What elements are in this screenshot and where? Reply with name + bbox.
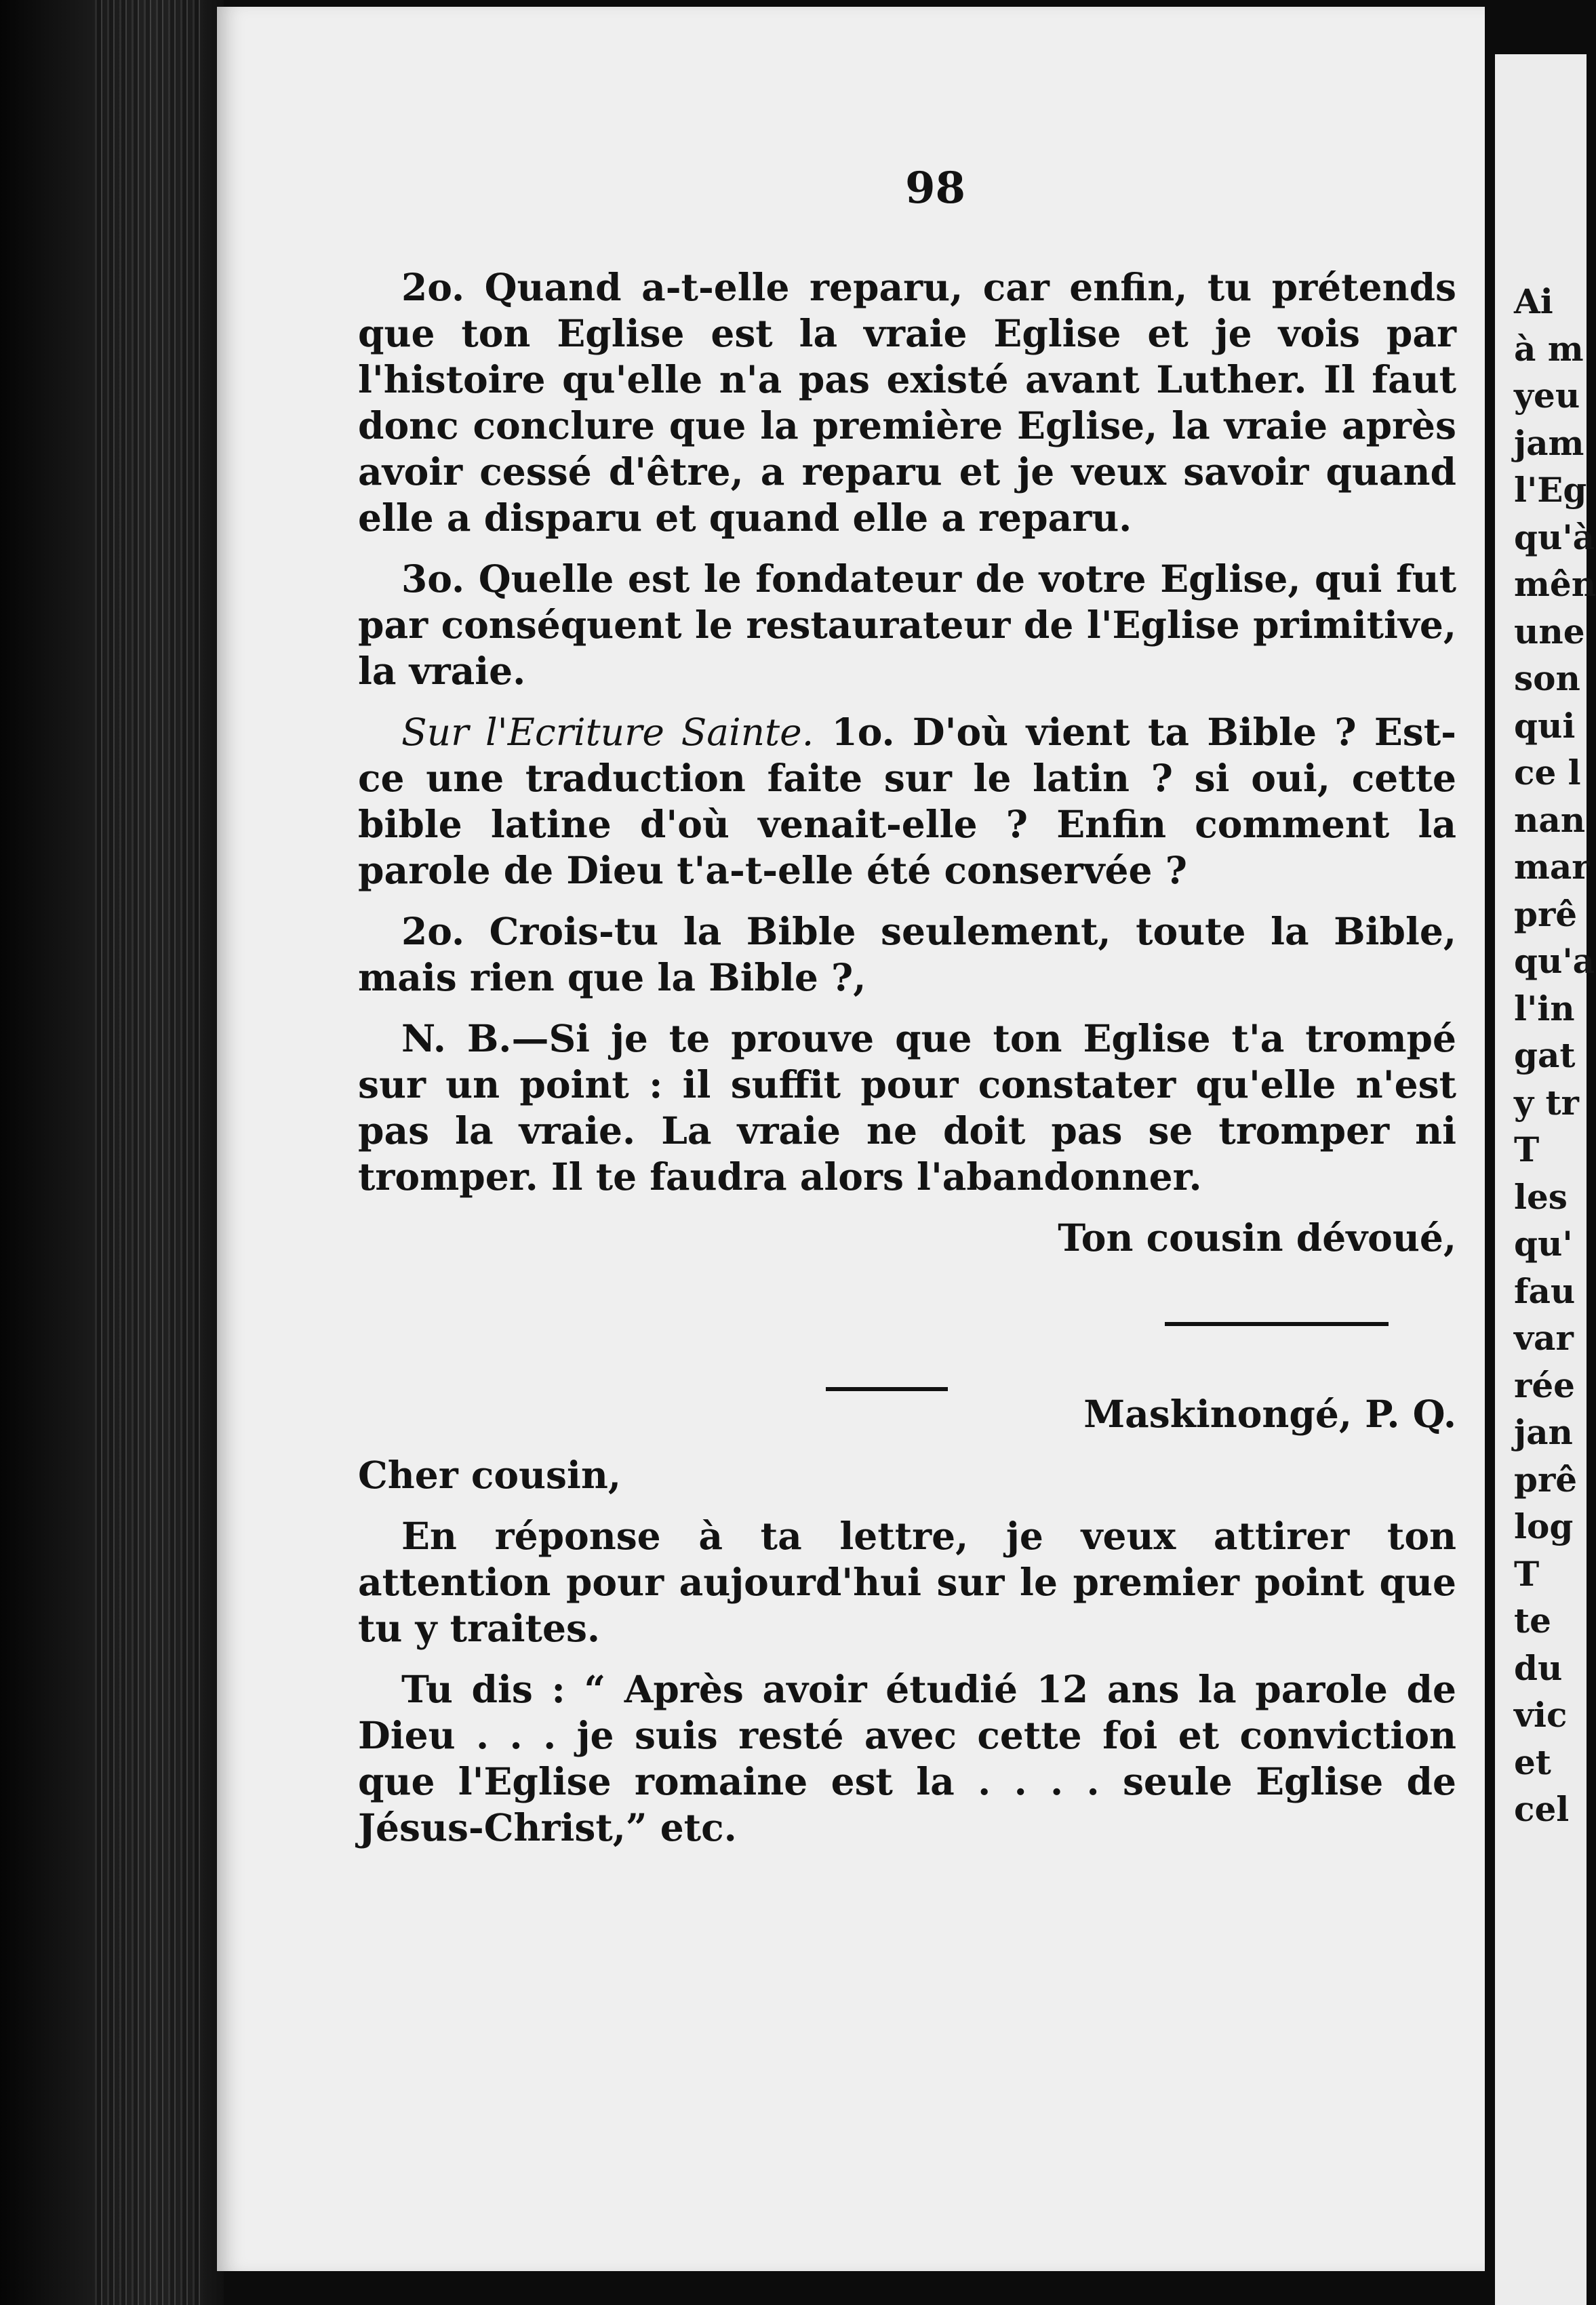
next-page-line: y tr [1514, 1082, 1579, 1123]
next-page-line: te [1514, 1601, 1551, 1641]
next-page-line: T [1514, 1553, 1540, 1594]
next-page-line: ce l [1514, 753, 1581, 793]
next-page-line: T [1514, 1129, 1540, 1169]
paragraph-2o-reparu: 2o. Quand a-t-elle reparu, car enfin, tu prétends que ton Eglise est la vraie Eglise et je vois par l'histoire qu'elle n'a pas existé avant Luther. Il faut donc conclure que la première Eglise, la vraie après avoir cessé d'être, a reparu et je veux savoir quand elle a disparu et quand elle a reparu. [358, 265, 1456, 540]
next-page-line: nan [1514, 799, 1586, 840]
next-page-line: mar [1514, 847, 1590, 887]
next-page-line: prê [1514, 894, 1578, 934]
next-page-line: mên [1514, 564, 1596, 604]
next-page-line: jam [1514, 422, 1584, 463]
next-page-line: fau [1514, 1270, 1576, 1311]
paragraph-nb: N. B.—Si je te prouve que ton Eglise t'a trompé sur un point : il suffit pour constater qu'elle n'est pas la vraie. La vraie ne doit pas se tromper ni tromper. Il te faudra alors l'abandonner. [358, 1016, 1456, 1199]
paragraph-2o-bible: 2o. Crois-tu la Bible seulement, toute la Bible, mais rien que la Bible ?, [358, 909, 1456, 999]
next-page-line: une [1514, 611, 1585, 652]
next-page-line: qui [1514, 705, 1576, 746]
next-page-fragments [1514, 278, 1596, 1833]
paragraph-3o-fondateur: 3o. Quelle est le fondateur de votre Eglise, qui fut par conséquent le restaurateur de l'Eglise primitive, la vraie. [358, 557, 1456, 693]
next-page-line: qu'à [1514, 517, 1595, 557]
next-page-line: yeu [1514, 376, 1580, 416]
next-page-line: vic [1514, 1695, 1568, 1735]
next-page-line: l'Eg [1514, 470, 1587, 510]
next-page-line: var [1514, 1318, 1574, 1358]
closing-signoff: Ton cousin dévoué, [1058, 1216, 1456, 1260]
next-page-line: à m [1514, 328, 1584, 369]
letter-salutation: Cher cousin, [358, 1453, 622, 1497]
next-page-line: qu'a [1514, 941, 1595, 981]
next-page-line: du [1514, 1647, 1563, 1688]
letter-paragraph: Tu dis : “ Après avoir étudié 12 ans la parole de Dieu . . . je suis resté avec cette foi et conviction que l'Eglise romaine est la . . . . seule Eglise de Jésus-Christ,” etc. [358, 1667, 1456, 1849]
next-page-line: prê [1514, 1459, 1578, 1500]
next-page-line: log [1514, 1506, 1574, 1546]
page-text [358, 264, 1456, 1866]
next-page-line: l'in [1514, 988, 1575, 1028]
page-edges [95, 0, 203, 2305]
scripture-text: 1o. D'où vient ta Bible ? Est-ce une traduction faite sur le latin ? si oui, cette bible latine d'où venait-elle ? Enfin comment la parole de Dieu t'a-t-elle été conservée ? [358, 710, 1456, 892]
next-page-line: Ai [1514, 281, 1553, 321]
page-number: 98 [905, 163, 966, 214]
next-page-line: cel [1514, 1789, 1570, 1829]
letter-place: Maskinongé, P. Q. [1083, 1392, 1456, 1436]
signature-line [1165, 1322, 1389, 1326]
paragraph-scripture [358, 709, 1456, 894]
next-page-line: et [1514, 1742, 1551, 1782]
next-page-line: rée [1514, 1365, 1575, 1405]
letter-paragraph: En réponse à ta lettre, je veux attirer ton attention pour aujourd'hui sur le premier point que tu y traites. [358, 1514, 1456, 1650]
next-page-line: gat [1514, 1035, 1576, 1075]
next-page-line: qu' [1514, 1224, 1573, 1264]
scripture-heading: Sur l'Ecriture Sainte. [401, 710, 814, 754]
next-page-line: les [1514, 1176, 1568, 1217]
next-page-line: jan [1514, 1412, 1573, 1452]
next-page-line: son [1514, 658, 1580, 698]
next-page [1495, 54, 1596, 2305]
